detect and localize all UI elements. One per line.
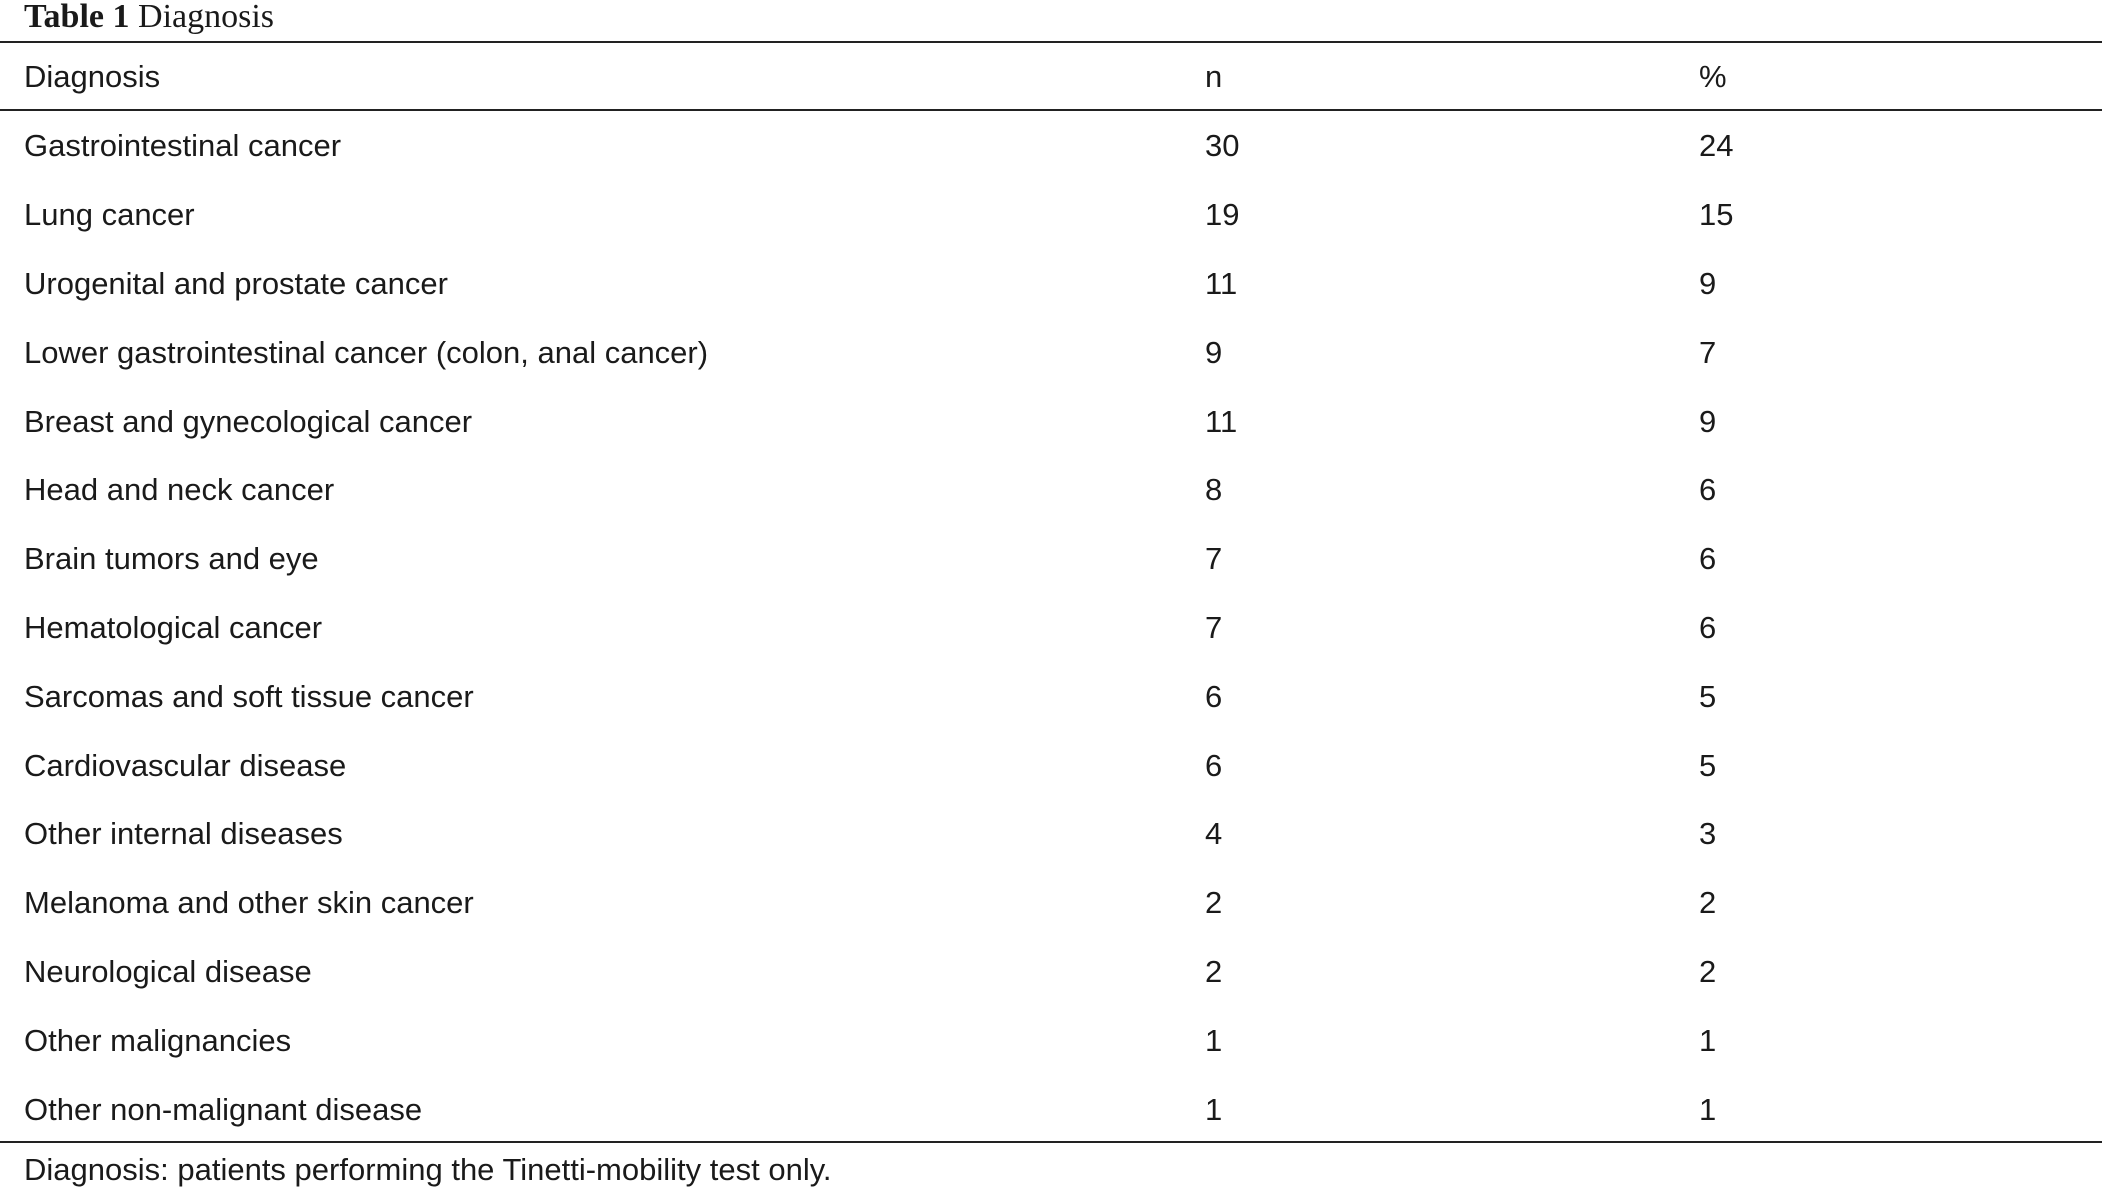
n-cell: 8 xyxy=(1205,472,1223,508)
n-cell: 30 xyxy=(1205,128,1240,164)
n-cell: 7 xyxy=(1205,541,1223,577)
n-cell: 9 xyxy=(1205,334,1223,370)
table-row xyxy=(0,800,2102,869)
diagnosis-cell: Lung cancer xyxy=(24,197,195,233)
diagnosis-cell: Cardiovascular disease xyxy=(24,747,347,783)
diagnosis-cell: Urogenital and prostate cancer xyxy=(24,265,448,301)
percent-cell: 2 xyxy=(1699,953,1717,989)
percent-cell: 1 xyxy=(1699,1022,1717,1058)
table-row xyxy=(0,869,2102,938)
n-cell: 11 xyxy=(1205,265,1238,301)
n-cell: 1 xyxy=(1205,1022,1223,1058)
column-header-percent: % xyxy=(1699,58,1727,94)
table-row xyxy=(0,250,2102,319)
n-cell: 7 xyxy=(1205,609,1223,645)
percent-cell: 6 xyxy=(1699,472,1717,508)
percent-cell: 5 xyxy=(1699,747,1717,783)
table-header xyxy=(0,43,2102,110)
table-row xyxy=(0,318,2102,387)
diagnosis-cell: Melanoma and other skin cancer xyxy=(24,885,474,921)
percent-cell: 1 xyxy=(1699,1091,1717,1127)
diagnosis-cell: Other internal diseases xyxy=(24,816,343,852)
diagnosis-cell: Neurological disease xyxy=(24,953,312,989)
percent-cell: 9 xyxy=(1699,265,1717,301)
table-row xyxy=(0,662,2102,731)
percent-cell: 15 xyxy=(1699,197,1734,233)
table-title: Diagnosis xyxy=(138,0,275,35)
diagnosis-cell: Other malignancies xyxy=(24,1022,292,1058)
table-row xyxy=(0,1075,2102,1144)
table-row xyxy=(0,938,2102,1007)
table-row xyxy=(0,181,2102,250)
table-row xyxy=(0,731,2102,800)
table-row xyxy=(0,525,2102,594)
diagnosis-table xyxy=(0,43,2102,1144)
diagnosis-cell: Brain tumors and eye xyxy=(24,541,319,577)
table-row xyxy=(0,110,2102,181)
table-footnote: Diagnosis: patients performing the Tinetti-mobility test only. xyxy=(24,1152,832,1187)
diagnosis-cell: Gastrointestinal cancer xyxy=(24,128,342,164)
n-cell: 4 xyxy=(1205,816,1223,852)
header-row xyxy=(0,43,2102,110)
diagnosis-cell: Head and neck cancer xyxy=(24,472,335,508)
bottom-rule xyxy=(0,1141,2102,1143)
percent-cell: 24 xyxy=(1699,128,1734,164)
table-number: Table 1 xyxy=(24,0,130,35)
percent-cell: 9 xyxy=(1699,403,1717,439)
diagnosis-cell: Breast and gynecological cancer xyxy=(24,403,473,439)
n-cell: 2 xyxy=(1205,885,1223,921)
n-cell: 2 xyxy=(1205,953,1223,989)
table-caption xyxy=(24,0,274,42)
diagnosis-cell: Sarcomas and soft tissue cancer xyxy=(24,678,474,714)
n-cell: 19 xyxy=(1205,197,1240,233)
diagnosis-cell: Lower gastrointestinal cancer (colon, anal cancer) xyxy=(24,334,709,370)
percent-cell: 5 xyxy=(1699,678,1717,714)
n-cell: 1 xyxy=(1205,1091,1223,1127)
percent-cell: 6 xyxy=(1699,541,1717,577)
table-row xyxy=(0,1006,2102,1075)
table-body xyxy=(0,110,2102,1144)
percent-cell: 3 xyxy=(1699,816,1717,852)
column-header-n: n xyxy=(1205,58,1223,94)
percent-cell: 6 xyxy=(1699,609,1717,645)
table-row xyxy=(0,594,2102,663)
n-cell: 6 xyxy=(1205,678,1223,714)
table-row xyxy=(0,387,2102,456)
table-row xyxy=(0,456,2102,525)
column-header-diagnosis: Diagnosis xyxy=(24,58,161,94)
percent-cell: 7 xyxy=(1699,334,1717,370)
n-cell: 6 xyxy=(1205,747,1223,783)
diagnosis-cell: Hematological cancer xyxy=(24,609,323,645)
diagnosis-cell: Other non-malignant disease xyxy=(24,1091,423,1127)
percent-cell: 2 xyxy=(1699,885,1717,921)
n-cell: 11 xyxy=(1205,403,1238,439)
